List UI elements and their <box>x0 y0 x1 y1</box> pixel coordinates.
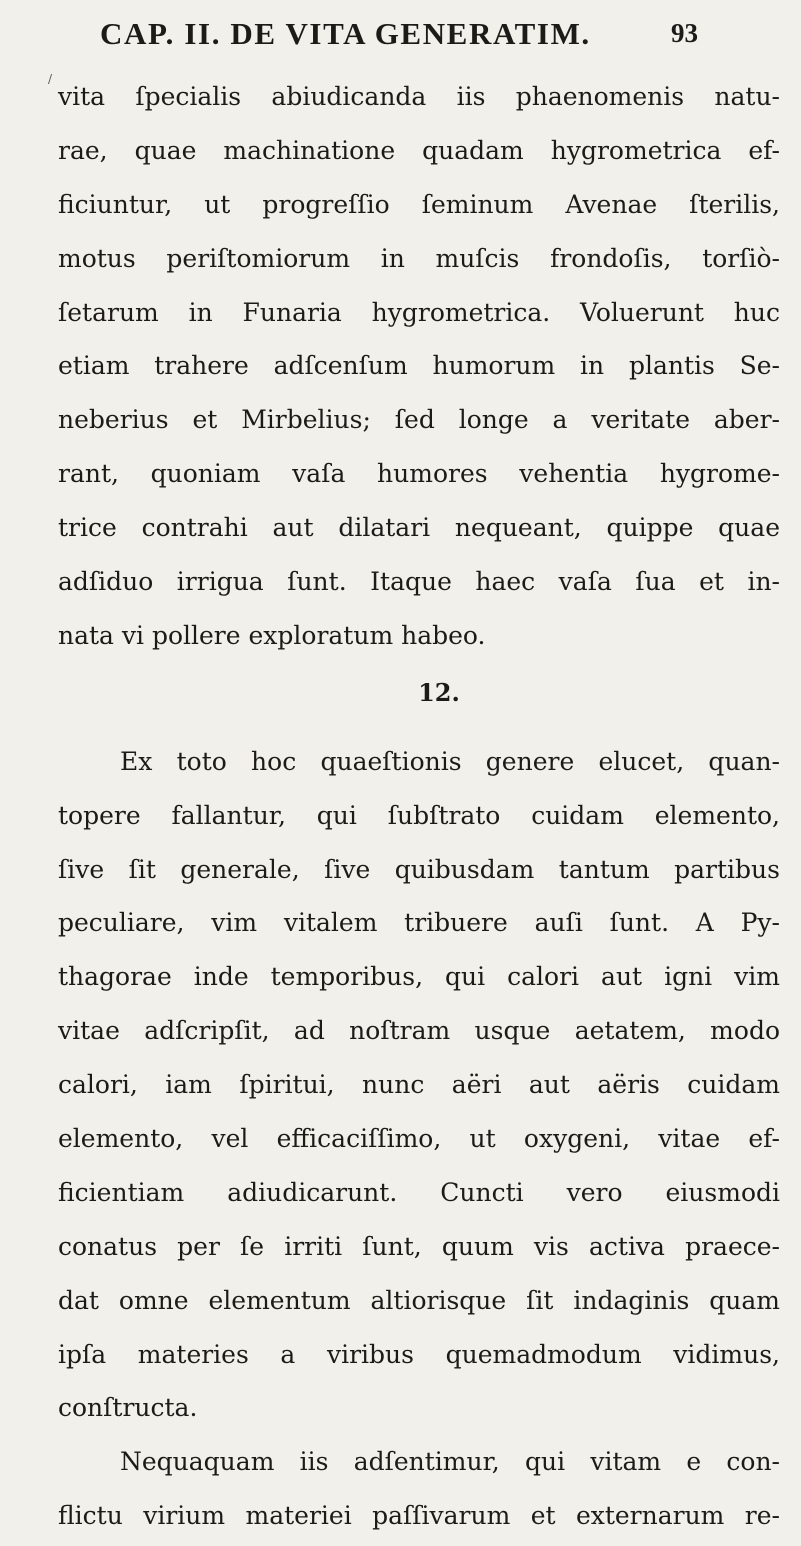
paragraph-2 <box>58 735 780 1436</box>
text-line: dat omne elementum altiorisque ſit indaginis quam <box>58 1285 780 1315</box>
text-line: etiam trahere adſcenſum humorum in plantis Se- <box>58 351 780 381</box>
text-line: Nequaquam iis adſentimur, qui vitam e con- <box>120 1447 780 1477</box>
text-line: nata vi pollere exploratum habeo. <box>58 620 486 650</box>
text-line: peculiare, vim vitalem tribuere auſi ſunt. A Py- <box>58 908 780 938</box>
text-line: motus periſtomiorum in muſcis frondoſis, torſiò- <box>58 243 780 273</box>
text-line: conſtructa. <box>58 1393 198 1423</box>
paragraph-3 <box>58 1435 780 1543</box>
text-line: ſive ſit generale, ſive quibusdam tantum partibus <box>58 854 780 884</box>
text-line: ficiuntur, ut progreſſio ſeminum Avenae ſterilis, <box>58 189 780 219</box>
body-text <box>58 70 780 1543</box>
text-line: vita ſpecialis abiudicanda iis phaenomenis natu- <box>58 82 780 111</box>
text-line: calori, iam ſpiritui, nunc aëri aut aëris cuidam <box>58 1070 780 1100</box>
text-line: ſetarum in Funaria hygrometrica. Voluerunt huc <box>58 297 780 327</box>
text-line: thagorae inde temporibus, qui calori aut igni vim <box>58 962 780 992</box>
text-line: ficientiam adiudicarunt. Cuncti vero eiusmodi <box>58 1177 780 1207</box>
text-line: vitae adſcripſit, ad noſtram usque aetatem, modo <box>58 1016 780 1046</box>
text-line: elemento, vel efficaciſſimo, ut oxygeni, vitae ef- <box>58 1124 780 1154</box>
text-line: Ex toto hoc quaeſtionis genere elucet, quan- <box>120 746 780 776</box>
page-number: 93 <box>671 18 698 48</box>
text-line: topere fallantur, qui ſubſtrato cuidam elemento, <box>58 800 780 830</box>
text-line: rant, quoniam vaſa humores vehentia hygrome- <box>58 459 780 489</box>
paragraph-1 <box>58 70 780 663</box>
text-line: conatus per ſe irriti ſunt, quum vis activa praece- <box>58 1231 780 1261</box>
margin-mark: / <box>48 72 53 86</box>
running-header <box>100 16 700 60</box>
text-line: ipſa materies a viribus quemadmodum vidimus, <box>58 1339 780 1369</box>
text-line: trice contrahi aut dilatari nequeant, quippe quae <box>58 513 780 543</box>
section-number: 12. <box>418 677 460 707</box>
text-line: adſiduo irrigua ſunt. Itaque haec vaſa ſua et in- <box>58 567 780 597</box>
text-line: flictu virium materiei paſſivarum et externarum re- <box>58 1501 780 1531</box>
chapter-title: CAP. II. DE VITA GENERATIM. <box>100 16 591 51</box>
text-line: neberius et Mirbelius; ſed longe a veritate aber- <box>58 405 780 435</box>
text-line: rae, quae machinatione quadam hygrometrica ef- <box>58 135 780 165</box>
